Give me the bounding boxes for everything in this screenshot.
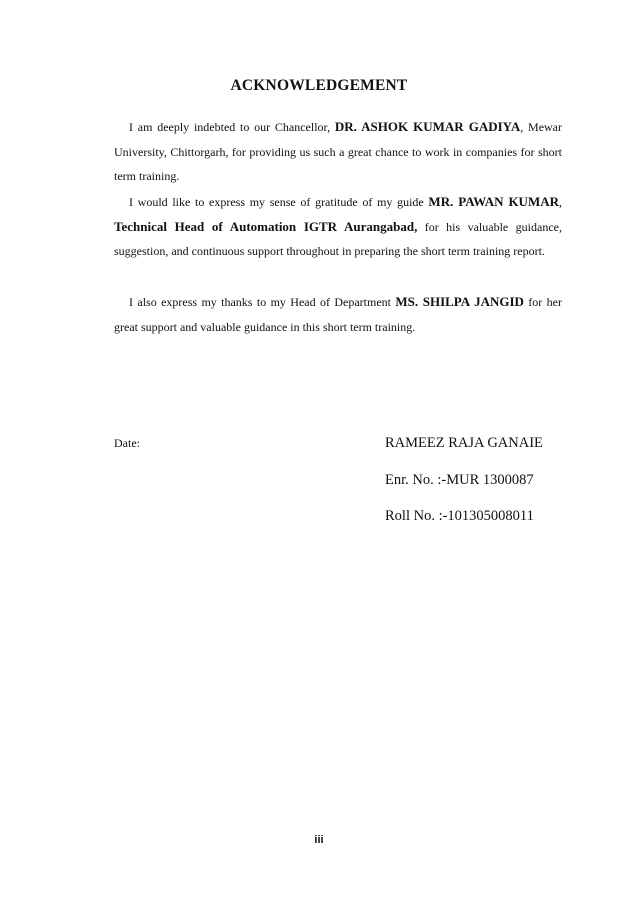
chancellor-name: DR. ASHOK KUMAR GADIYA (334, 119, 521, 134)
paragraph-text-part: for his valuable guidance, suggestion, and continuous support throughout in preparing the short term training report. (114, 219, 562, 258)
signature-name: RAMEEZ RAJA GANAIE (385, 435, 543, 451)
date-label: Date: (114, 436, 140, 450)
paragraph-chancellor (114, 115, 562, 189)
paragraph-text-part: I would like to express my sense of gratitude of my guide (129, 195, 429, 209)
hod-name: MS. SHILPA JANGID (395, 294, 524, 309)
paragraph-text (114, 190, 562, 264)
guide-title: Technical Head of Automation IGTR Aurangabad, (114, 218, 418, 234)
paragraph-text-part: , Mewar University, Chittorgarh, for providing us such a great chance to work in companies for short term training. (114, 120, 563, 183)
paragraph-text (114, 115, 562, 189)
paragraph-text-part: I also express my thanks to my Head of Department (129, 295, 396, 309)
roll-number: Roll No. :-101305008011 (385, 508, 534, 524)
paragraph-guide (114, 190, 562, 264)
paragraph-text (114, 290, 562, 339)
paragraph-text-part: , (559, 195, 562, 209)
page-title: ACKNOWLEDGEMENT (230, 77, 408, 94)
enrollment-number: Enr. No. :-MUR 1300087 (385, 472, 534, 488)
paragraph-hod (114, 290, 562, 339)
paragraph-text-part: I am deeply indebted to our Chancellor, (129, 120, 335, 134)
guide-name: MR. PAWAN KUMAR (428, 194, 559, 209)
page-number: iii (314, 834, 324, 846)
paragraph-text-part: for her great support and valuable guidance in this short term training. (114, 295, 562, 334)
